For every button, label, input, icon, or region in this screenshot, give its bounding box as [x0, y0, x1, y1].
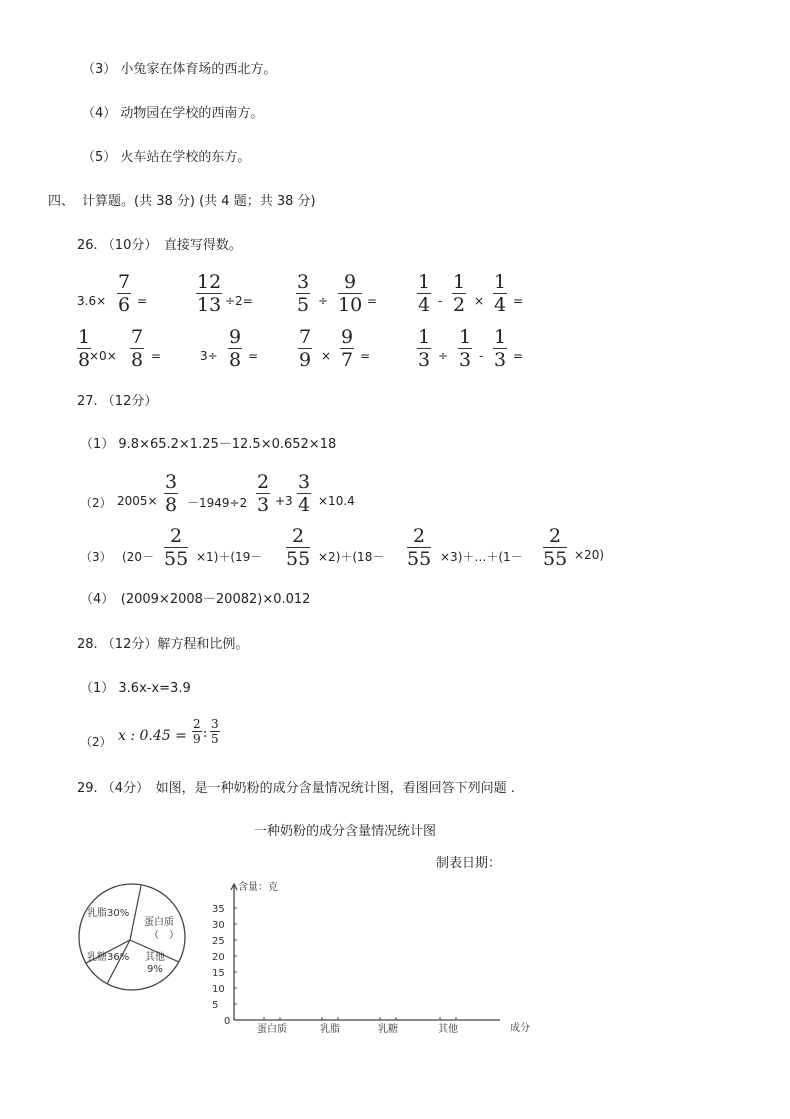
- equals-sign: =: [360, 349, 371, 363]
- fraction: 7 9: [299, 326, 312, 371]
- statement-4: （4） 动物园在学校的西南方。: [82, 106, 264, 121]
- fraction: 9 10: [338, 271, 363, 316]
- fraction: 9 8: [229, 326, 242, 371]
- q27-part3-text: ×3)＋…＋(1－: [440, 550, 523, 564]
- q27-part2-text: －1949÷2: [187, 496, 248, 510]
- q27-part2-label: （2）: [80, 496, 112, 510]
- equals-sign: =: [513, 349, 524, 363]
- y-tick-label: 5: [212, 1000, 219, 1011]
- fraction: 2 9: [193, 717, 201, 746]
- q28-part1: （1） 3.6x-x=3.9: [80, 681, 191, 696]
- section-title: 计算题。(共 38 分) (共 4 题；共 38 分): [82, 194, 316, 209]
- fraction: 3 5: [297, 271, 310, 316]
- pie-label-protein: 蛋白质: [144, 917, 174, 928]
- fraction: 2 55: [164, 525, 189, 570]
- pie-label-protein-blank: （ ）: [149, 930, 179, 941]
- q27-part3-text: ×20): [574, 548, 605, 562]
- q26-r1-e1-pre: 3.6×: [77, 294, 107, 308]
- pie-label-ruzhi: 乳脂30%: [87, 908, 130, 919]
- q28-part2-label: （2）: [80, 735, 112, 749]
- q27-part2-text: 2005×: [117, 494, 158, 508]
- y-tick-label: 15: [212, 968, 225, 979]
- q28-heading: 28. （12分）解方程和比例。: [77, 637, 249, 652]
- operator: ×: [474, 294, 485, 308]
- operator: -: [438, 294, 443, 308]
- pie-label-other-pct: 9%: [147, 964, 163, 975]
- y-tick-label: 30: [212, 920, 225, 931]
- q27-part3-label: （3）: [80, 550, 112, 564]
- ratio-colon: :: [203, 726, 208, 741]
- pie-slice-divider: [130, 885, 141, 940]
- fraction: 1 4: [494, 271, 507, 316]
- fraction: 1 3: [459, 326, 472, 371]
- x-category-label: 其他: [438, 1024, 458, 1035]
- fraction: 1 3: [418, 326, 431, 371]
- equals-sign: =: [248, 349, 259, 363]
- pie-chart: [75, 880, 195, 998]
- operator: -: [479, 349, 484, 363]
- q26-heading: 26. （10分） 直接写得数。: [77, 238, 242, 253]
- y-tick-label: 10: [212, 984, 225, 995]
- fraction: 1 4: [418, 271, 431, 316]
- q26-r2-e1-mid: ×0×: [89, 349, 117, 363]
- statement-3: （3） 小兔家在体育场的西北方。: [82, 62, 277, 77]
- q27-part2-text: +3: [275, 494, 293, 508]
- y-axis-label: 含量：克: [238, 882, 278, 893]
- equals-sign: =: [367, 294, 378, 308]
- q26-r2-e2-pre: 3÷: [200, 349, 218, 363]
- fraction: 2 3: [257, 471, 270, 516]
- q27-part3-text: ×1)＋(19－: [196, 550, 263, 564]
- pie-label-other: 其他: [145, 952, 165, 963]
- q27-part2-text: ×10.4: [318, 494, 355, 508]
- x-axis-label: 成分: [510, 1023, 530, 1034]
- operator: ×: [321, 349, 332, 363]
- fraction: 12 13: [197, 271, 222, 316]
- q27-part3-text: (20－: [122, 550, 154, 564]
- operator: ÷: [438, 349, 449, 363]
- q27-heading: 27. （12分）: [77, 394, 158, 409]
- bar-chart: [200, 872, 545, 1040]
- section-number: 四、: [48, 194, 75, 209]
- fraction: 7 8: [131, 326, 144, 371]
- fraction: 1 2: [453, 271, 466, 316]
- equals-sign: =: [137, 294, 148, 308]
- equals-sign: =: [151, 349, 162, 363]
- figure-title: 一种奶粉的成分含量情况统计图: [254, 824, 437, 839]
- fraction: 2 55: [543, 525, 568, 570]
- fraction: 1 3: [494, 326, 507, 371]
- q27-part3-text: ×2)＋(18－: [318, 550, 385, 564]
- y-tick-label: 0: [224, 1016, 231, 1027]
- operator: ÷: [318, 294, 329, 308]
- statement-5: （5） 火车站在学校的东方。: [82, 150, 251, 165]
- fraction: 2 55: [407, 525, 432, 570]
- q26-r1-e2-post: ÷2=: [225, 294, 253, 308]
- fraction: 3 8: [165, 471, 178, 516]
- fraction: 7 6: [118, 271, 131, 316]
- fraction: 3 4: [298, 471, 311, 516]
- fraction: 9 7: [341, 326, 354, 371]
- q29-heading: 29. （4分） 如图，是一种奶粉的成分含量情况统计图，看图回答下列问题 .: [77, 781, 515, 796]
- x-category-label: 乳脂: [320, 1024, 340, 1035]
- pie-label-rutang: 乳糖36%: [87, 952, 130, 963]
- date-label: 制表日期：: [436, 856, 502, 871]
- y-tick-label: 20: [212, 952, 225, 963]
- fraction: 3 5: [211, 717, 219, 746]
- x-category-label: 蛋白质: [257, 1024, 287, 1035]
- q27-part4: （4） (2009×2008－20082)×0.012: [80, 592, 311, 607]
- fraction: 1 8: [78, 326, 91, 371]
- fraction: 2 55: [286, 525, 311, 570]
- q27-part1: （1） 9.8×65.2×1.25－12.5×0.652×18: [80, 437, 337, 452]
- q28-part2-equation: x : 0.45 =: [118, 728, 187, 744]
- y-tick-label: 25: [212, 936, 225, 947]
- y-tick-label: 35: [212, 904, 225, 915]
- equals-sign: =: [513, 294, 524, 308]
- x-category-label: 乳糖: [378, 1024, 398, 1035]
